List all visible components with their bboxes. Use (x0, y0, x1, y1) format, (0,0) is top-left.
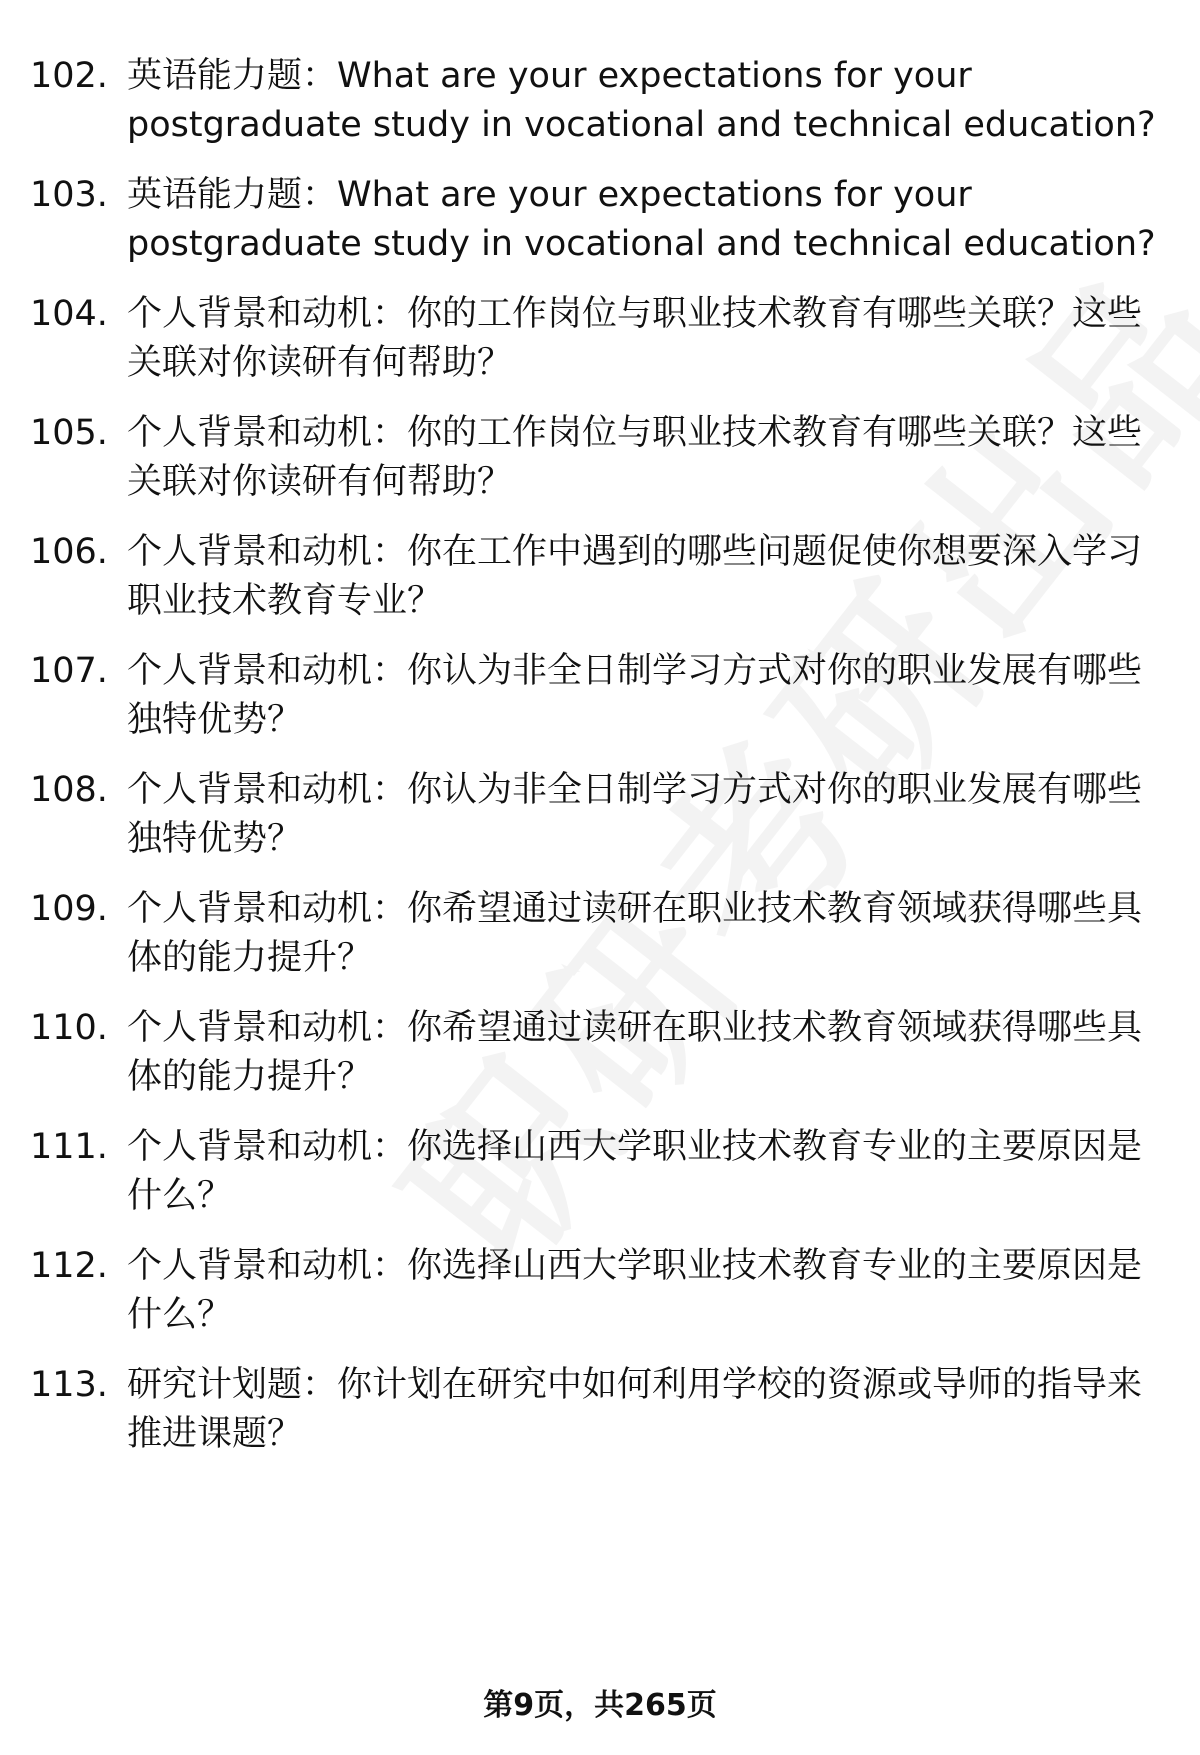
question-number: 111. (30, 1127, 108, 1167)
question-text: 个人背景和动机：你认为非全日制学习方式对你的职业发展有哪些独特优势？ (127, 651, 1143, 740)
question-number: 102. (30, 56, 108, 96)
question-text: 个人背景和动机：你在工作中遇到的哪些问题促使你想要深入学习职业技术教育专业？ (127, 532, 1143, 621)
question-text: 个人背景和动机：你希望通过读研在职业技术教育领域获得哪些具体的能力提升？ (127, 1008, 1143, 1097)
question-number: 113. (30, 1365, 108, 1405)
question-number: 103. (30, 175, 108, 215)
question-number: 104. (30, 294, 108, 334)
page-footer: 第9页，共265页 (483, 1688, 717, 1723)
question-text: 个人背景和动机：你的工作岗位与职业技术教育有哪些关联？这些关联对你读研有何帮助？ (127, 294, 1143, 383)
question-text: 英语能力题：What are your expectations for your postgraduate study in vocational and technical education? (127, 56, 1156, 145)
question-text: 研究计划题：你计划在研究中如何利用学校的资源或导师的指导来推进课题？ (127, 1365, 1143, 1454)
question-number: 107. (30, 651, 108, 691)
question-text: 个人背景和动机：你选择山西大学职业技术教育专业的主要原因是什么？ (127, 1246, 1143, 1335)
question-number: 110. (30, 1008, 108, 1048)
question-text: 英语能力题：What are your expectations for your postgraduate study in vocational and technical education? (127, 175, 1156, 264)
question-text: 个人背景和动机：你希望通过读研在职业技术教育领域获得哪些具体的能力提升？ (127, 889, 1143, 978)
question-number: 105. (30, 413, 108, 453)
question-number: 106. (30, 532, 108, 572)
question-text: 个人背景和动机：你认为非全日制学习方式对你的职业发展有哪些独特优势？ (127, 770, 1143, 859)
question-text: 个人背景和动机：你的工作岗位与职业技术教育有哪些关联？这些关联对你读研有何帮助？ (127, 413, 1143, 502)
question-number: 109. (30, 889, 108, 929)
question-text: 个人背景和动机：你选择山西大学职业技术教育专业的主要原因是什么？ (127, 1127, 1143, 1216)
question-number: 108. (30, 770, 108, 810)
question-number: 112. (30, 1246, 108, 1286)
